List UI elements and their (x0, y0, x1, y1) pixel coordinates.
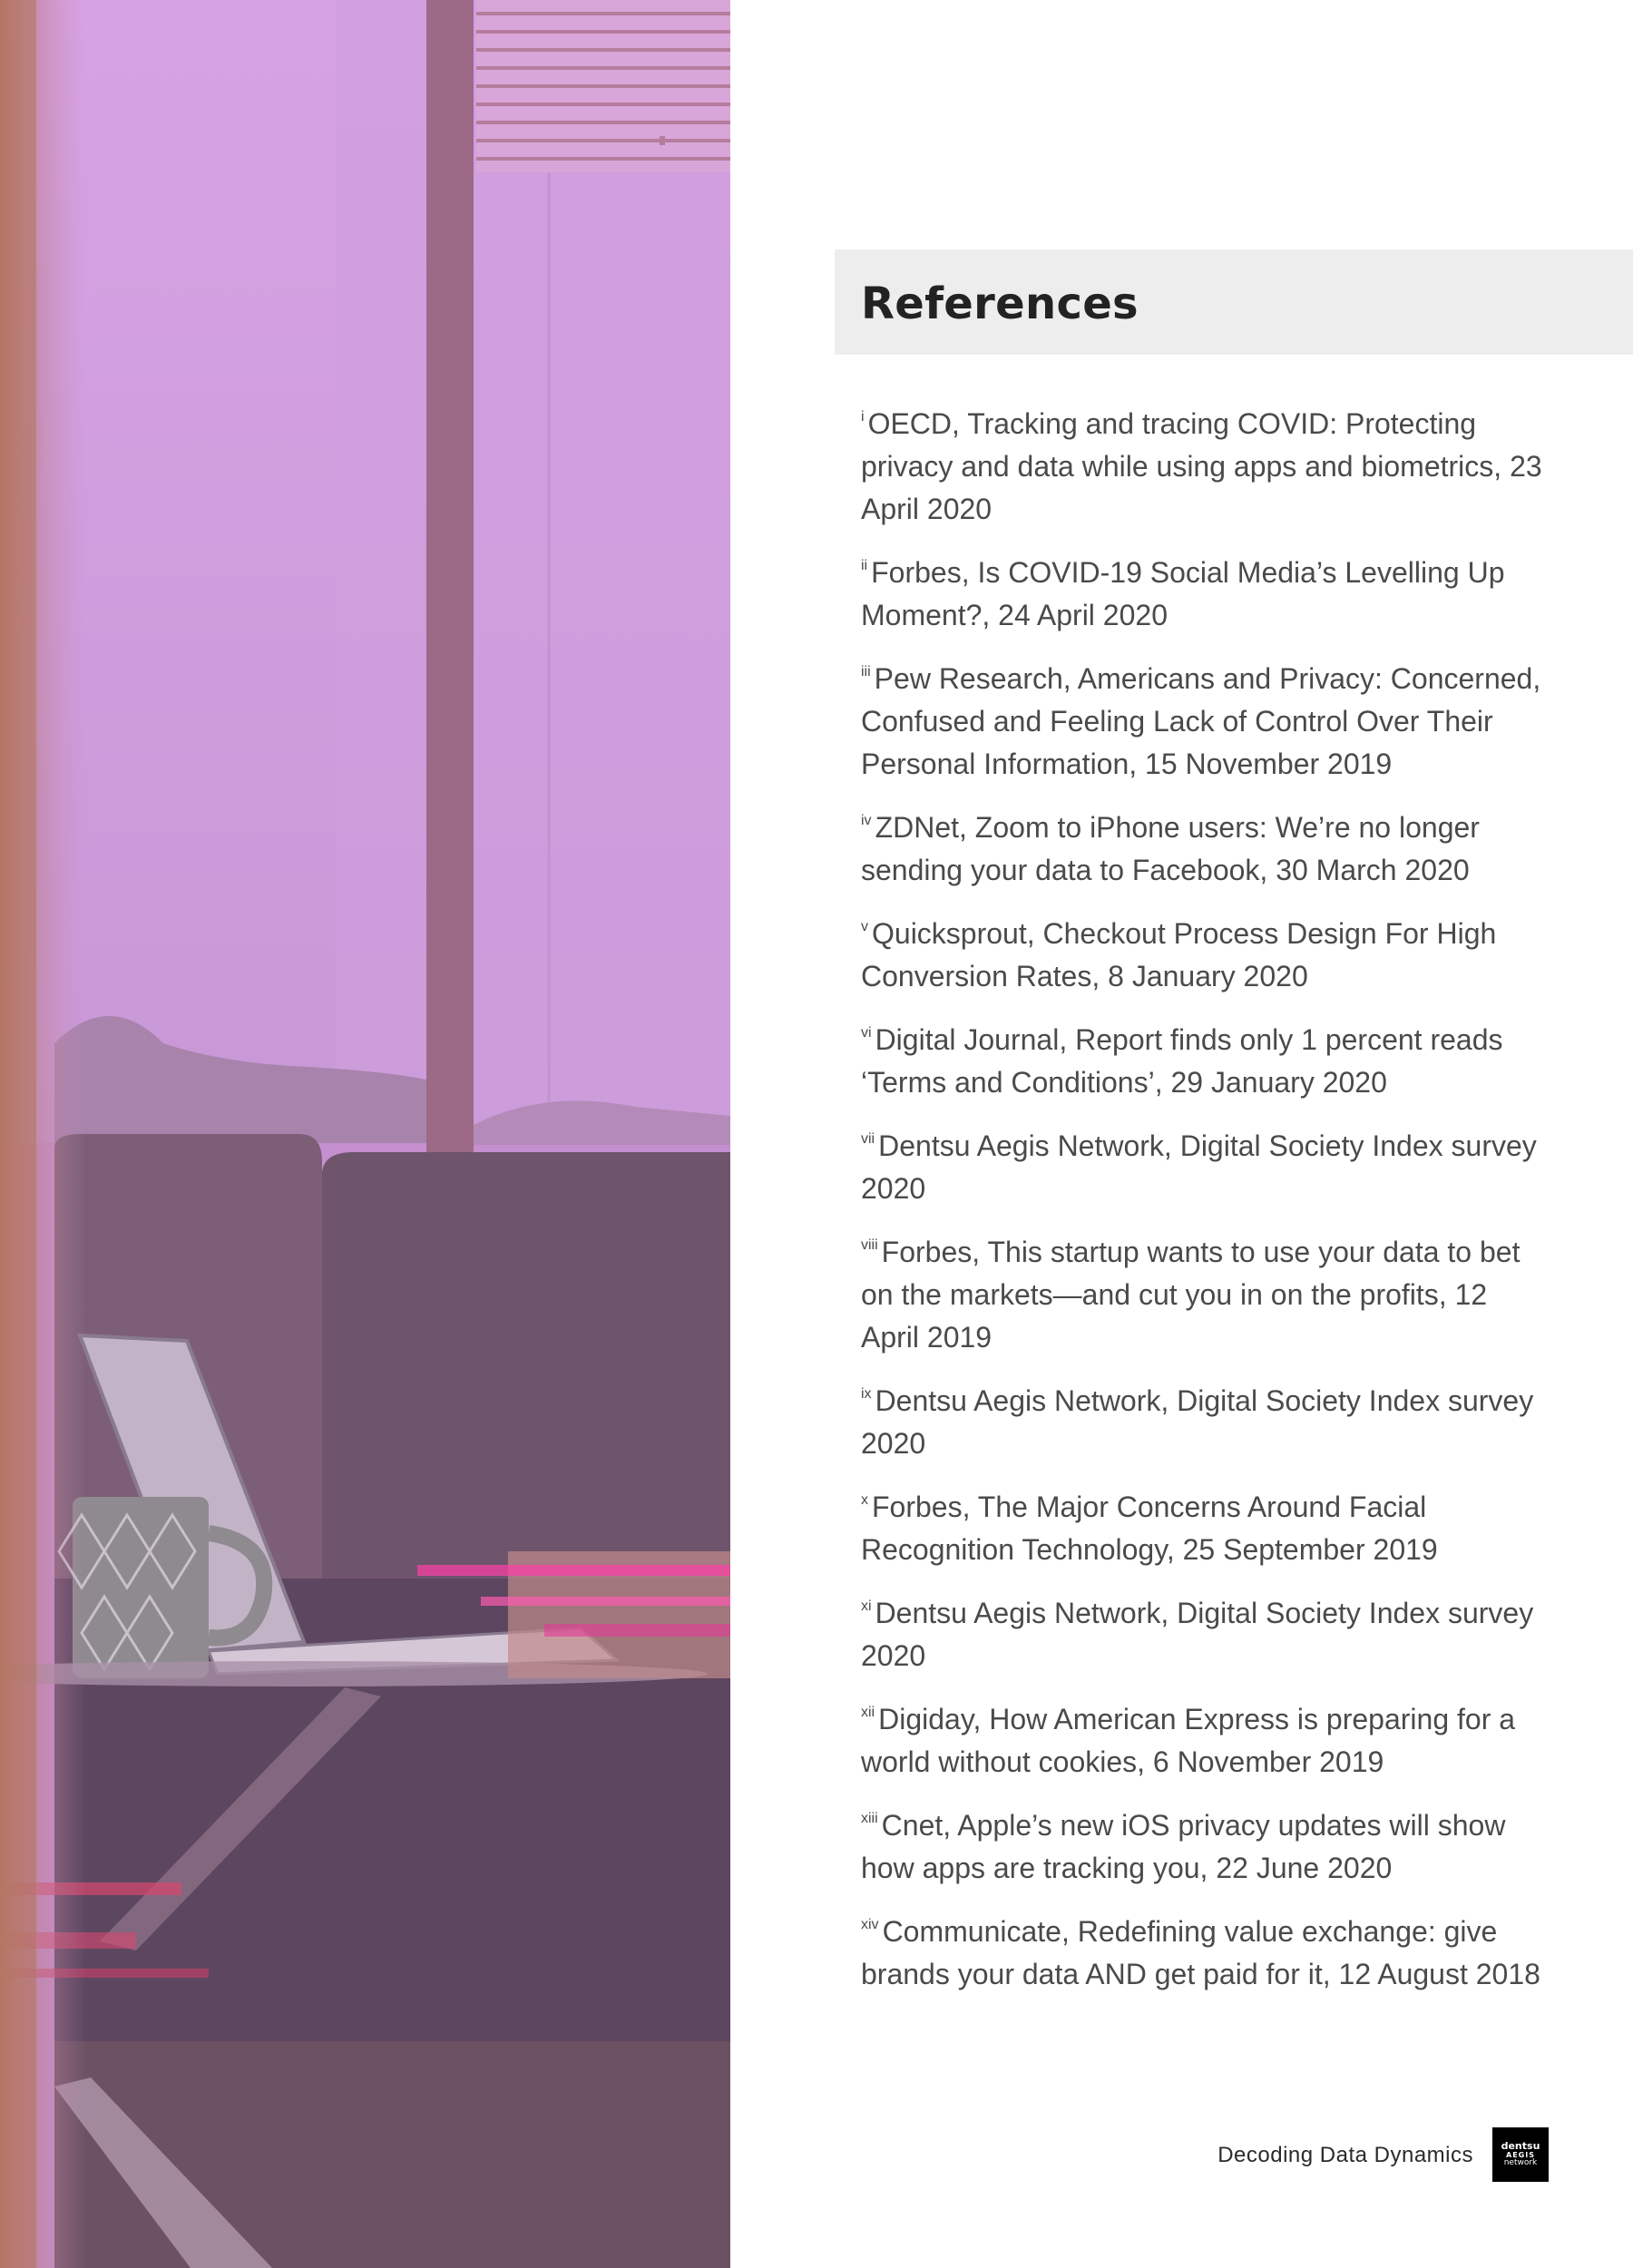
reference-item (861, 807, 1550, 892)
dentsu-aegis-logo (1492, 2127, 1549, 2182)
reference-marker: x (861, 1492, 868, 1508)
reference-marker: ix (861, 1386, 872, 1402)
reference-item (861, 1911, 1550, 1996)
reference-text: ZDNet, Zoom to iPhone users: We’re no longer sending your data to Facebook, 30 March 2020 (861, 811, 1480, 886)
reference-marker: xiv (861, 1917, 879, 1932)
reference-text: Digital Journal, Report finds only 1 percent reads ‘Terms and Conditions’, 29 January 2020 (861, 1023, 1503, 1099)
page-title: References (861, 279, 1139, 329)
reference-text: Forbes, This startup wants to use your data to bet on the markets—and cut you in on the profits, 12 April 2019 (861, 1236, 1521, 1354)
reference-item (861, 1019, 1550, 1104)
reference-text: Digiday, How American Express is preparing for a world without cookies, 6 November 2019 (861, 1703, 1516, 1778)
reference-text: OECD, Tracking and tracing COVID: Protecting privacy and data while using apps and biometrics, 23 April 2020 (861, 407, 1542, 525)
reference-marker: v (861, 919, 868, 934)
reference-marker: iii (861, 664, 871, 679)
title-band (835, 249, 1633, 355)
reference-item (861, 1592, 1550, 1677)
logo-line-1: dentsu (1501, 2140, 1540, 2153)
reference-text: Forbes, Is COVID-19 Social Media’s Levelling Up Moment?, 24 April 2020 (861, 556, 1505, 631)
reference-text: Dentsu Aegis Network, Digital Society Index survey 2020 (861, 1129, 1537, 1205)
reference-text: Communicate, Redefining value exchange: give brands your data AND get paid for it, 12 August 2018 (861, 1915, 1540, 1990)
reference-marker: vii (861, 1131, 875, 1147)
reference-item (861, 1380, 1550, 1465)
references-list (861, 403, 1550, 2017)
logo-line-2: AEGIS (1506, 2150, 1535, 2159)
reference-item (861, 1231, 1550, 1359)
reference-text: Cnet, Apple’s new iOS privacy updates will show how apps are tracking you, 22 June 2020 (861, 1809, 1506, 1884)
reference-marker: xii (861, 1705, 875, 1720)
reference-marker: xiii (861, 1811, 878, 1826)
reference-marker: viii (861, 1237, 878, 1253)
reference-item (861, 1698, 1550, 1784)
reference-item (861, 1804, 1550, 1890)
reference-marker: xi (861, 1598, 872, 1614)
reference-text: Quicksprout, Checkout Process Design For High Conversion Rates, 8 January 2020 (861, 917, 1497, 992)
reference-marker: i (861, 409, 865, 425)
reference-marker: iv (861, 813, 872, 828)
reference-text: Forbes, The Major Concerns Around Facial Recognition Technology, 25 September 2019 (861, 1491, 1438, 1566)
cover-photo (0, 0, 730, 2268)
reference-text: Dentsu Aegis Network, Digital Society Index survey 2020 (861, 1597, 1534, 1672)
reference-item (861, 1486, 1550, 1571)
logo-line-3: network (1503, 2158, 1538, 2168)
reference-item (861, 552, 1550, 637)
reference-item (861, 403, 1550, 531)
reference-text: Pew Research, Americans and Privacy: Concerned, Confused and Feeling Lack of Control Over Their Personal Information, 15 November 2019 (861, 662, 1541, 780)
reference-item (861, 913, 1550, 998)
reference-marker: ii (861, 558, 868, 573)
reference-text: Dentsu Aegis Network, Digital Society Index survey 2020 (861, 1384, 1534, 1460)
reference-item (861, 658, 1550, 786)
reference-marker: vi (861, 1025, 872, 1041)
reference-item (861, 1125, 1550, 1210)
footer-title: Decoding Data Dynamics (1217, 2143, 1473, 2167)
